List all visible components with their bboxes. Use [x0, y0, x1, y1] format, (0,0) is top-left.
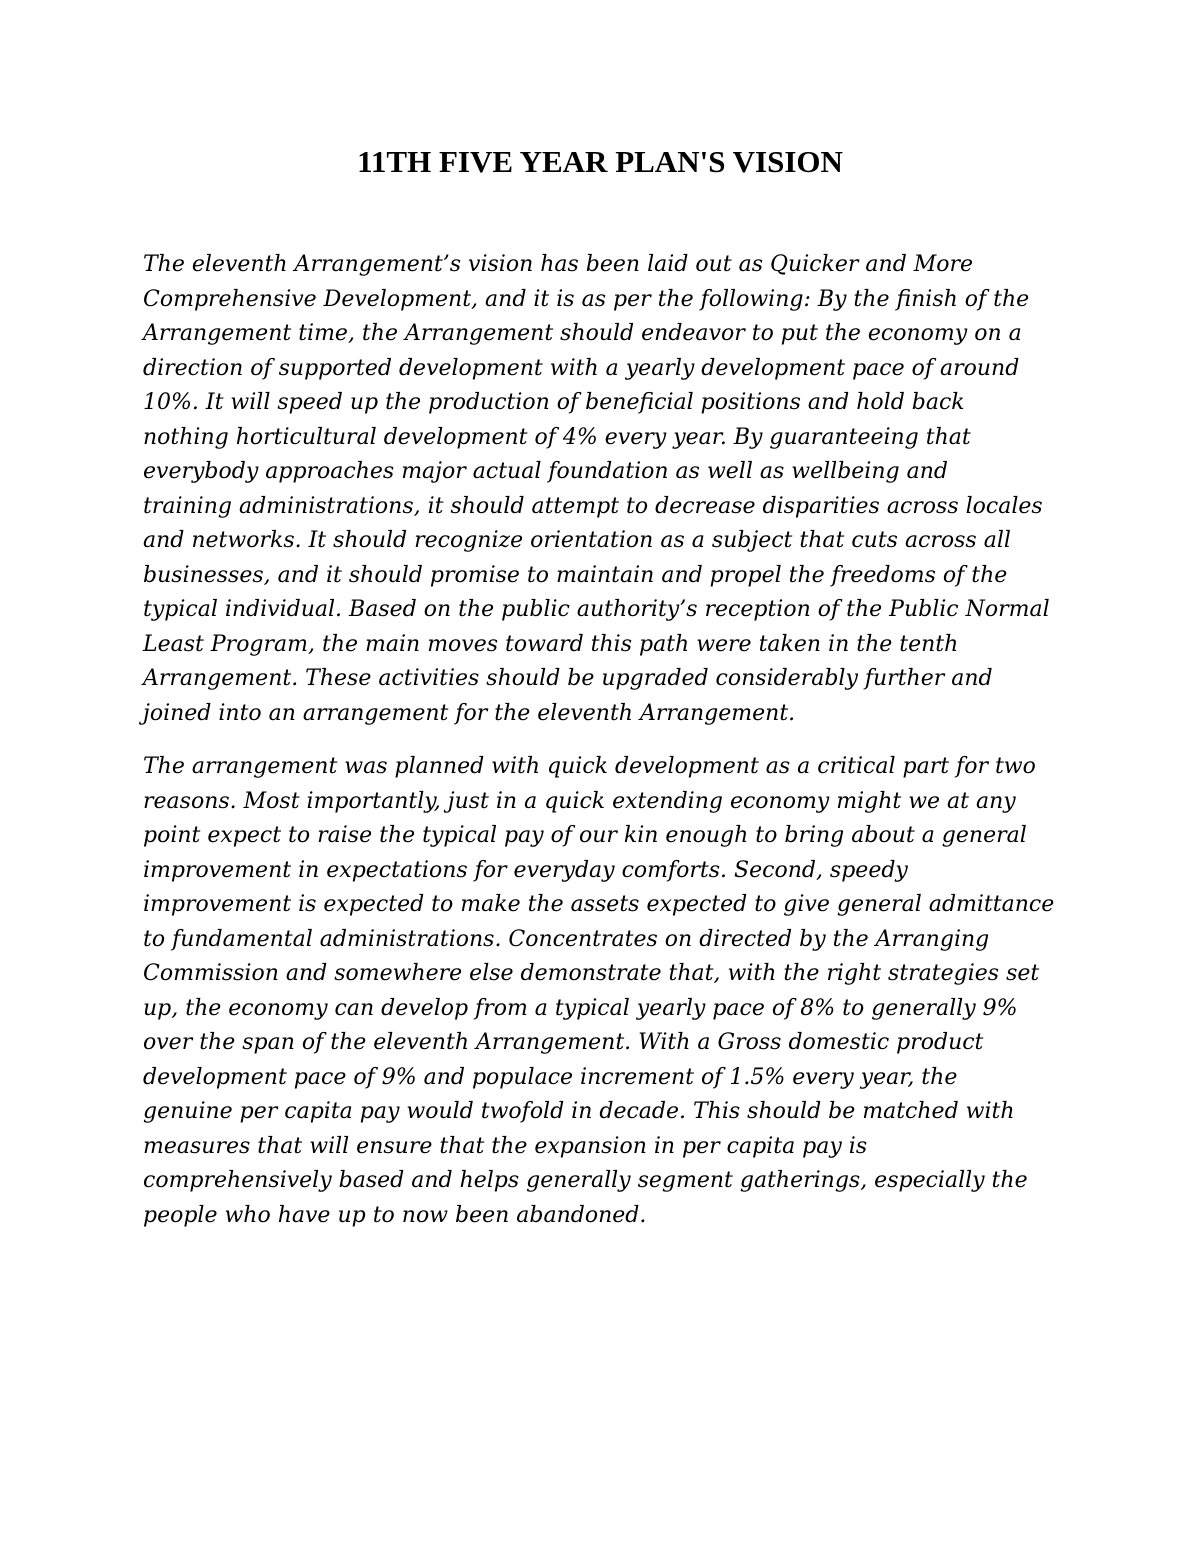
paragraph-line: over the span of the eleventh Arrangement. With a Gross domestic product	[143, 1030, 984, 1055]
paragraph-line: Arrangement. These activities should be upgraded considerably further and	[143, 666, 993, 691]
paragraph-line: nothing horticultural development of 4% every year. By guaranteeing that	[143, 424, 971, 450]
paragraph-line: Commission and somewhere else demonstrate that, with the right strategies set	[143, 961, 1040, 986]
paragraph-line: The arrangement was planned with quick development as a critical part for two	[143, 754, 1036, 779]
paragraph-line: The eleventh Arrangement’s vision has been laid out as Quicker and More	[143, 252, 974, 277]
paragraph-line: Arrangement time, the Arrangement should endeavor to put the economy on a	[143, 321, 1022, 346]
paragraph-line: measures that will ensure that the expansion in per capita pay is	[143, 1133, 868, 1159]
paragraph-line: joined into an arrangement for the eleventh Arrangement.	[143, 700, 796, 726]
paragraph-line: people who have up to now been abandoned.	[143, 1202, 647, 1228]
paragraph-line: improvement in expectations for everyday comforts. Second, speedy	[143, 857, 908, 883]
paragraph-line: improvement is expected to make the assets expected to give general admittance	[143, 892, 1055, 917]
document-title: 11TH FIVE YEAR PLAN'S VISION	[357, 144, 843, 179]
paragraph-line: comprehensively based and helps generally segment gatherings, especially the	[143, 1168, 1028, 1193]
paragraph-1	[143, 248, 1063, 731]
paragraph-line: up, the economy can develop from a typical yearly pace of 8% to generally 9%	[143, 995, 1018, 1021]
paragraph-line: everybody approaches major actual foundation as well as wellbeing and	[143, 459, 948, 484]
paragraph-line: Comprehensive Development, and it is as per the following: By the finish of the	[143, 286, 1030, 312]
paragraph-line: genuine per capita pay would twofold in decade. This should be matched with	[143, 1099, 1015, 1124]
paragraph-line: Least Program, the main moves toward this path were taken in the tenth	[143, 631, 959, 657]
paragraph-line: typical individual. Based on the public authority’s reception of the Public Normal	[143, 597, 1050, 622]
paragraph-line: 10%. It will speed up the production of beneficial positions and hold back	[143, 390, 965, 415]
paragraph-line: reasons. Most importantly, just in a quick extending economy might we at any	[143, 788, 1016, 814]
paragraph-line: businesses, and it should promise to maintain and propel the freedoms of the	[143, 562, 1008, 588]
paragraph-line: point expect to raise the typical pay of our kin enough to bring about a general	[143, 823, 1027, 848]
paragraph-line: and networks. It should recognize orientation as a subject that cuts across all	[143, 528, 1011, 553]
paragraph-2	[143, 750, 1063, 1233]
paragraph-line: training administrations, it should attempt to decrease disparities across locales	[143, 493, 1043, 519]
paragraph-line: development pace of 9% and populace increment of 1.5% every year, the	[143, 1064, 958, 1090]
paragraph-line: direction of supported development with a yearly development pace of around	[143, 355, 1020, 381]
paragraph-line: to fundamental administrations. Concentrates on directed by the Arranging	[143, 926, 990, 952]
